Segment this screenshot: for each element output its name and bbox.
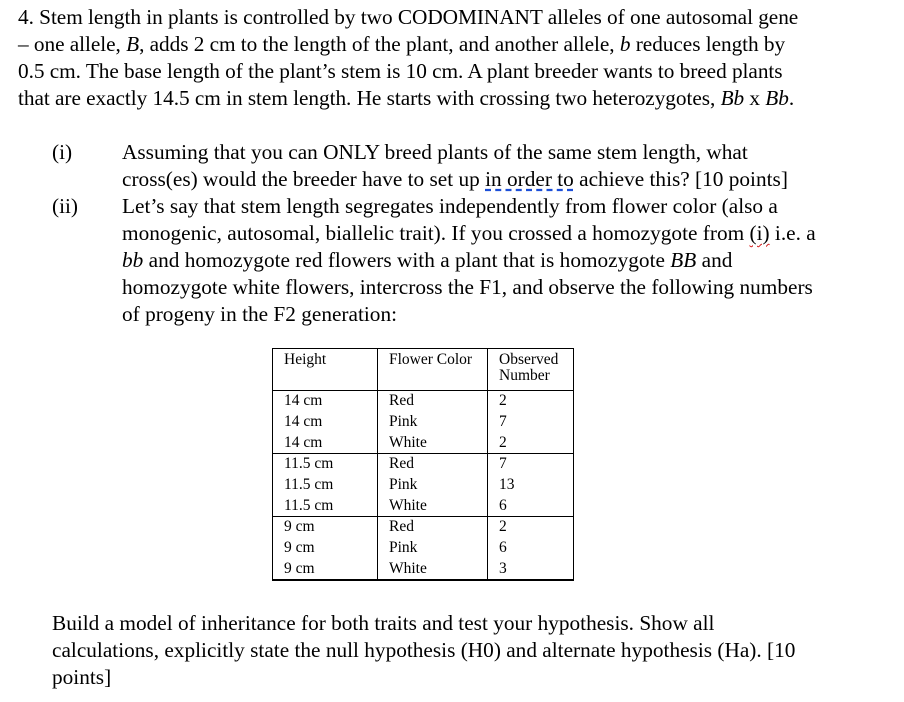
cell-number: 2 [488, 517, 574, 538]
cell-number: 6 [488, 496, 574, 517]
cell-color: Pink [378, 412, 488, 433]
cell-color: Pink [378, 538, 488, 559]
cell-number: 13 [488, 475, 574, 496]
cell-height: 11.5 cm [273, 454, 378, 475]
closing-line-1: Build a model of inheritance for both traits and test your hypothesis. Show all [52, 611, 715, 635]
cell-color: White [378, 559, 488, 580]
intro-line-4: that are exactly 14.5 cm in stem length. He starts with crossing two heterozygotes, Bb x Bb. [18, 86, 795, 110]
header-height: Height [273, 349, 378, 391]
intro-line-3: 0.5 cm. The base length of the plant’s stem is 10 cm. A plant breeder wants to breed plants [18, 59, 783, 83]
part-ii-line-3: bb and homozygote red flowers with a plant that is homozygote BB and [122, 248, 733, 272]
cell-color: Pink [378, 475, 488, 496]
part-i-line-1: Assuming that you can ONLY breed plants of the same stem length, what [122, 140, 748, 164]
f2-progeny-table [272, 348, 574, 581]
cell-height: 11.5 cm [273, 475, 378, 496]
table-row [273, 454, 574, 475]
part-ii-text [122, 193, 892, 328]
grammar-flag: in order to [485, 167, 574, 191]
part-i-number: (i) [52, 140, 73, 164]
cell-number: 6 [488, 538, 574, 559]
cell-number: 7 [488, 412, 574, 433]
spelling-flag: (i) [749, 221, 770, 245]
cell-number: 3 [488, 559, 574, 580]
cell-height: 9 cm [273, 538, 378, 559]
table-row [273, 496, 574, 517]
part-i-text [122, 139, 892, 193]
cell-color: Red [378, 391, 488, 412]
part-i-line-2: cross(es) would the breeder have to set up in order to achieve this? [10 points] [122, 167, 788, 191]
cell-height: 14 cm [273, 433, 378, 454]
cell-color: White [378, 433, 488, 454]
cell-number: 7 [488, 454, 574, 475]
intro-line-1: 4. Stem length in plants is controlled by two CODOMINANT alleles of one autosomal gene [18, 5, 799, 29]
cell-height: 9 cm [273, 559, 378, 580]
cell-color: Red [378, 454, 488, 475]
table-row [273, 433, 574, 454]
header-flower-color: Flower Color [378, 349, 488, 391]
closing-line-3: points] [52, 665, 112, 689]
table-row [273, 391, 574, 412]
table-row [273, 517, 574, 538]
part-ii-line-2: monogenic, autosomal, biallelic trait). If you crossed a homozygote from (i) i.e. a [122, 221, 816, 245]
part-ii-line-5: of progeny in the F2 generation: [122, 302, 398, 326]
cell-height: 14 cm [273, 391, 378, 412]
cell-number: 2 [488, 391, 574, 412]
closing-instructions [52, 610, 892, 691]
part-ii-number: (ii) [52, 194, 79, 218]
table-row [273, 559, 574, 580]
part-ii-line-1: Let’s say that stem length segregates independently from flower color (also a [122, 194, 778, 218]
cell-number: 2 [488, 433, 574, 454]
table-row [273, 412, 574, 433]
header-observed-number: Observed Number [488, 349, 574, 391]
table-row [273, 475, 574, 496]
cell-height: 11.5 cm [273, 496, 378, 517]
cell-color: White [378, 496, 488, 517]
question-intro [18, 4, 898, 112]
cell-height: 14 cm [273, 412, 378, 433]
cell-height: 9 cm [273, 517, 378, 538]
table-row [273, 538, 574, 559]
part-ii-line-4: homozygote white flowers, intercross the F1, and observe the following numbers [122, 275, 813, 299]
table-header-row [273, 349, 574, 391]
intro-line-2: – one allele, B, adds 2 cm to the length of the plant, and another allele, b reduces length by [18, 32, 786, 56]
cell-color: Red [378, 517, 488, 538]
closing-line-2: calculations, explicitly state the null hypothesis (H0) and alternate hypothesis (Ha). [10 [52, 638, 796, 662]
